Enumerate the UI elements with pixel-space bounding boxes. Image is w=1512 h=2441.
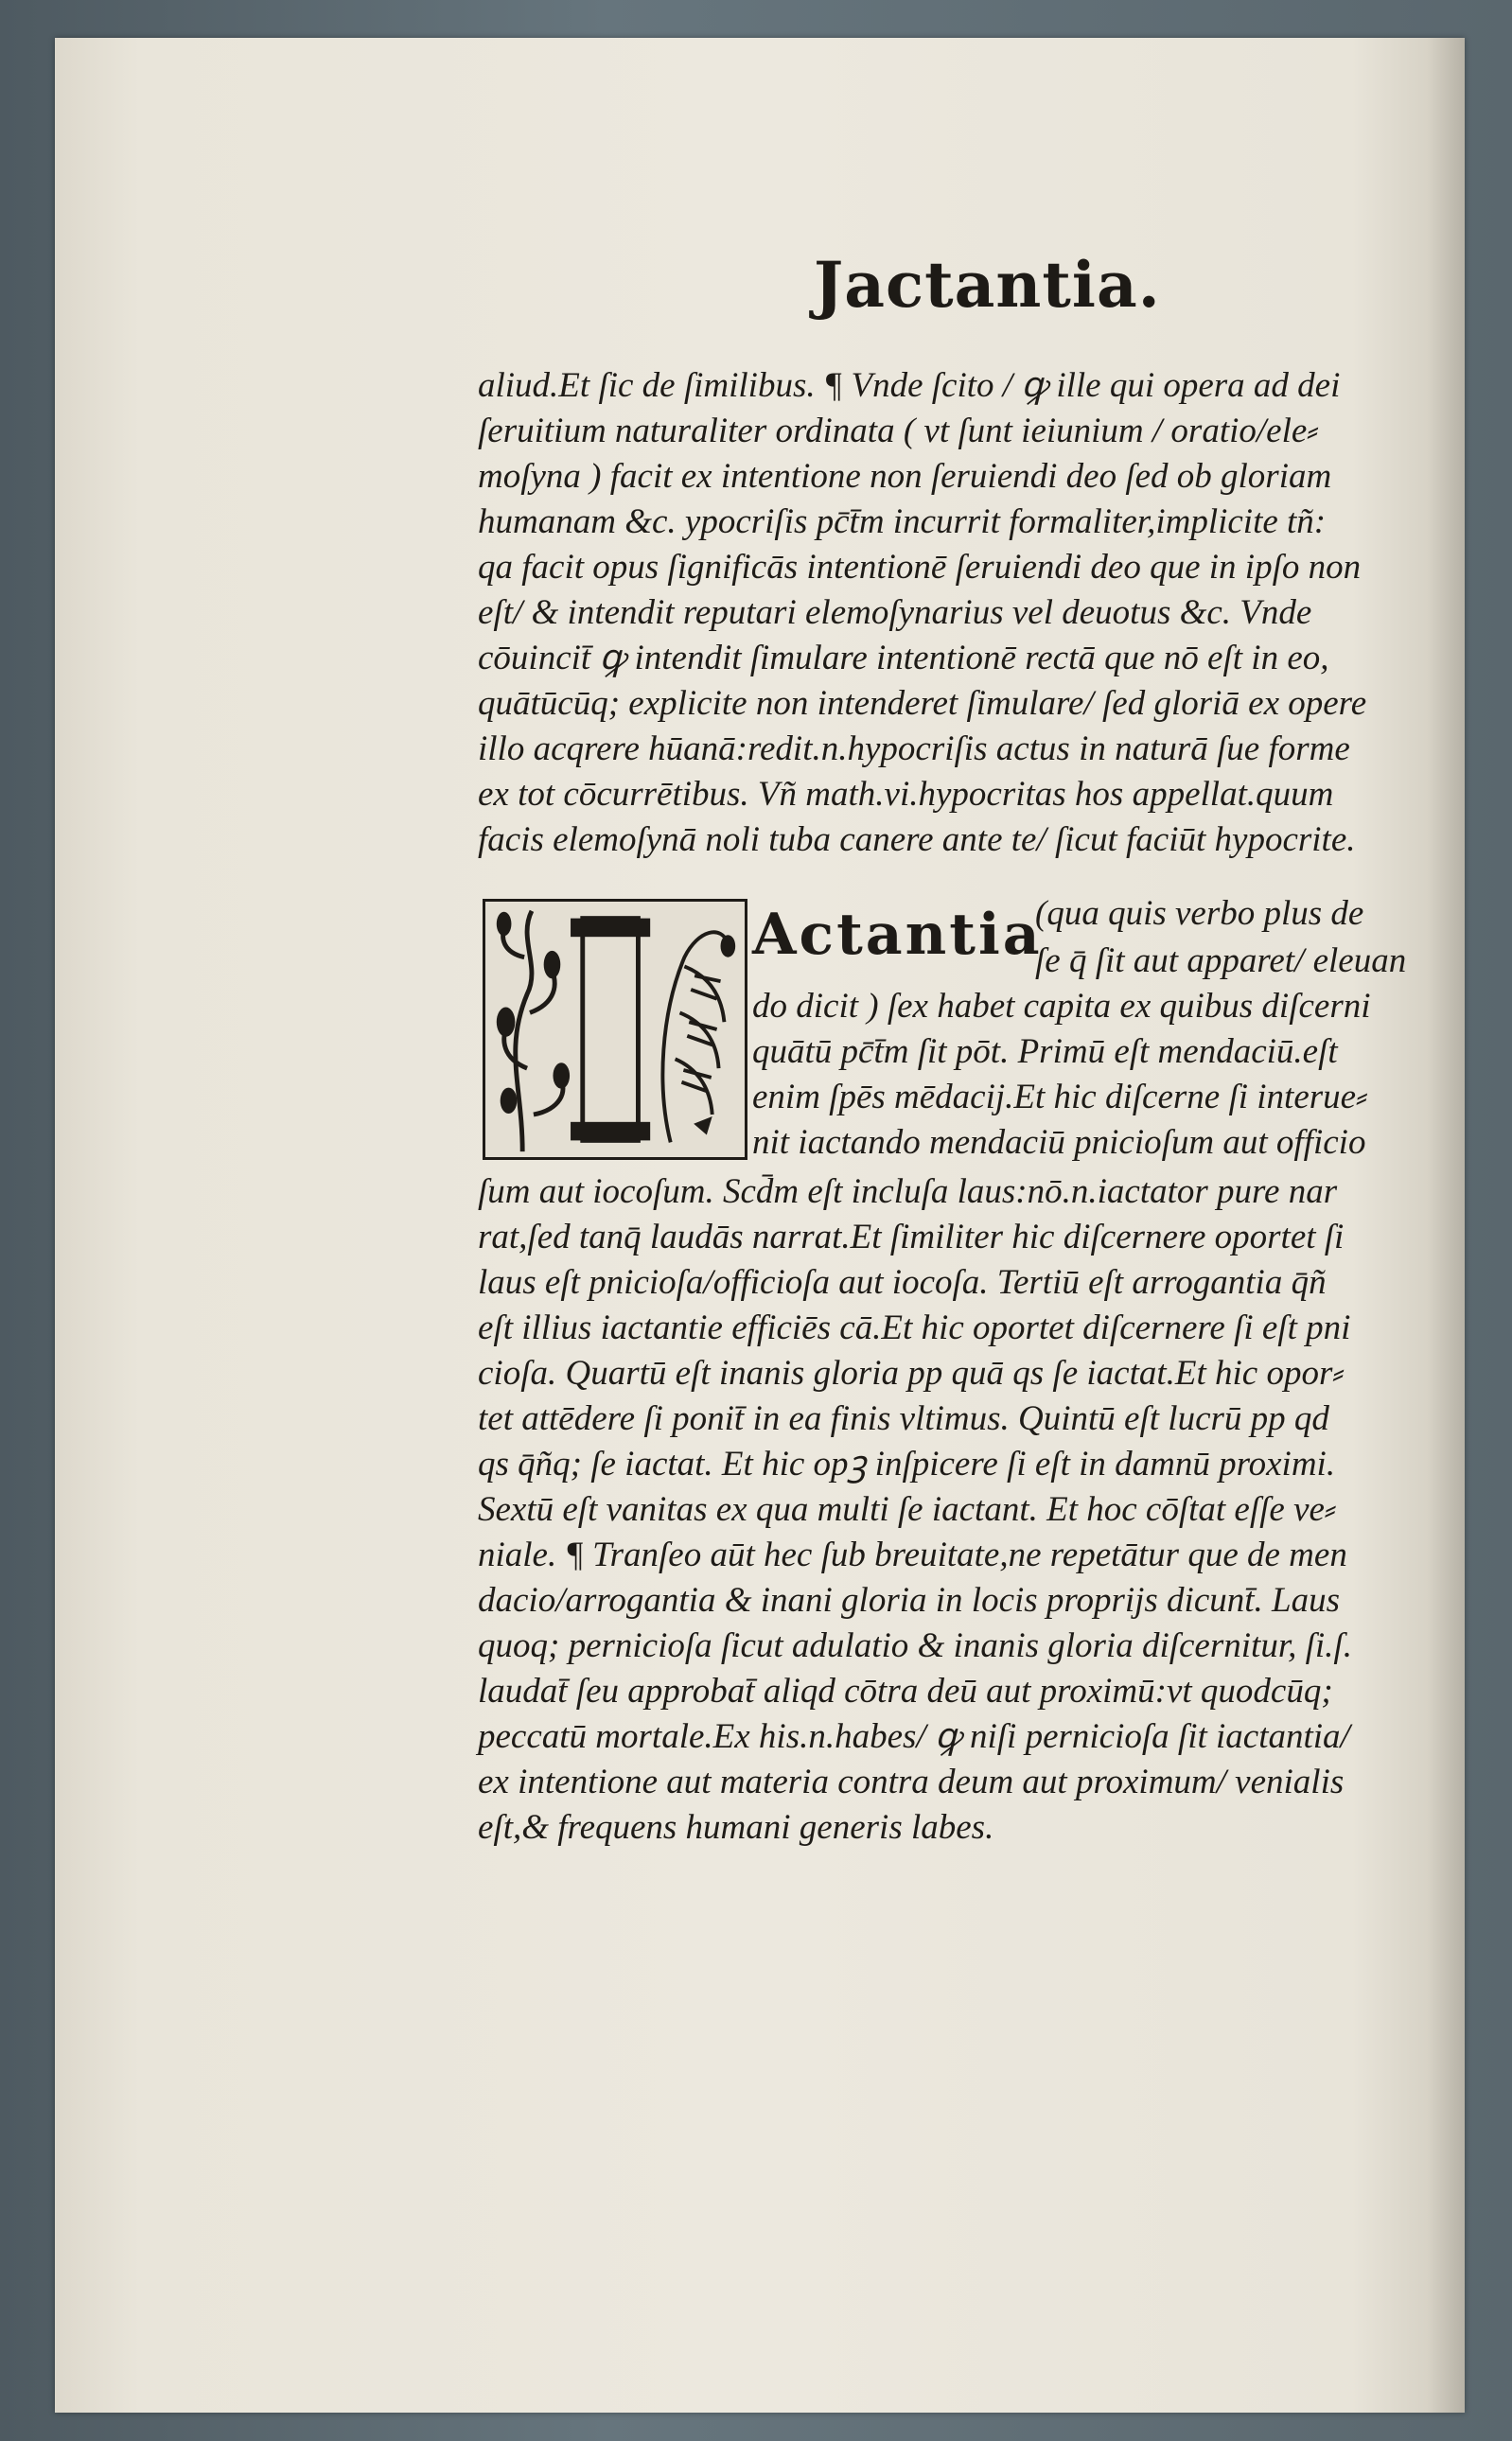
body-line: ſum aut iocoſum. Scd̄m eſt incluſa laus:nō.n.iactator pure nar [478, 1172, 1338, 1211]
body-line: ex tot cōcurrētibus. Vñ math.vi.hypocritas hos appellat.quum [478, 775, 1334, 814]
body-line: facis elemoſynā noli tuba canere ante te/ ſicut faciūt hypocrite. [478, 820, 1356, 859]
body-line: niale. ¶ Tranſeo aūt hec ſub breuitate,ne repetātur que de men [478, 1536, 1347, 1574]
body-line: cioſa. Quartū eſt inanis gloria pp quā qs ſe iactat.Et hic opor⸗ [478, 1354, 1345, 1393]
body-line: ex intentione aut materia contra deum aut proximum/ venialis [478, 1763, 1345, 1801]
body-line: moſyna ) facit ex intentione non ſeruiendi deo ſed ob gloriam [478, 457, 1332, 496]
body-line: eſt/ & intendit reputari elemoſynarius vel deuotus &c. Vnde [478, 593, 1312, 632]
body-line: quoq; pernicioſa ſicut adulatio & inanis gloria diſcernitur, ſi.ſ. [478, 1626, 1352, 1665]
body-line: laudat̄ ſeu approbat̄ aliqd cōtra deū aut proximū:vt quodcūq; [478, 1672, 1333, 1711]
body-line: quātū pc̄t̄m ſit pōt. Primū eſt mendaciū.eſt [752, 1032, 1338, 1071]
initial-letter-i [485, 902, 745, 1157]
body-line: illo acqrere hūanā:redit.n.hypocriſis actus in naturā ſue forme [478, 729, 1350, 768]
running-head: Jactantia. [814, 248, 1161, 322]
body-line: eſt illius iactantie efficiēs cā.Et hic oportet diſcernere ſi eſt pni [478, 1308, 1351, 1347]
body-line: rat,ſed tanq̄ laudās narrat.Et ſimiliter hic diſcernere oportet ſi [478, 1218, 1345, 1256]
section-heading: Actantia [752, 902, 1043, 968]
body-line: Sextū eſt vanitas ex qua multi ſe iactant. Et hoc cōſtat eſſe ve⸗ [478, 1490, 1337, 1529]
body-line: quātūcūq; explicite non intenderet ſimulare/ ſed gloriā ex opere [478, 684, 1367, 723]
section-heading-continuation: (qua quis verbo plus de [1035, 894, 1364, 933]
body-line: nit iactando mendaciū pnicioſum aut officio [752, 1123, 1366, 1162]
body-line: aliud.Et ſic de ſimilibus. ¶ Vnde ſcito / ꝙ ille qui opera ad dei [478, 366, 1341, 405]
body-line: laus eſt pnicioſa/officioſa aut iocoſa. Tertiū eſt arrogantia q̄ñ [478, 1263, 1327, 1302]
decorated-woodcut-initial-icon [483, 899, 747, 1160]
body-line: eſt,& frequens humani generis labes. [478, 1808, 994, 1847]
body-line: humanam &c. ypocriſis pc̄t̄m incurrit formaliter,implicite tñ: [478, 502, 1327, 541]
body-line: do dicit ) ſex habet capita ex quibus diſcerni [752, 987, 1371, 1026]
body-line: cōuincit̄ ꝙ intendit ſimulare intentionē rectā que nō eſt in eo, [478, 639, 1329, 677]
body-line: ſe q̄ ſit aut apparet/ eleuan [1035, 941, 1407, 980]
gutter-shade [1427, 38, 1465, 2413]
body-line: qa facit opus ſignificās intentionē ſeruiendi deo que in ipſo non [478, 548, 1362, 587]
body-line: peccatū mortale.Ex his.n.habes/ ꝙ niſi pernicioſa ſit iactantia/ [478, 1717, 1350, 1756]
body-line: dacio/arrogantia & inani gloria in locis proprijs dicunt̄. Laus [478, 1581, 1341, 1620]
body-line: ſeruitium naturaliter ordinata ( vt ſunt ieiunium / oratio/ele⸗ [478, 412, 1319, 450]
body-line: enim ſpēs mēdacij.Et hic diſcerne ſi interue⸗ [752, 1078, 1368, 1116]
body-line: tet attēdere ſi ponit̄ in ea finis vltimus. Quintū eſt lucrū pp qd [478, 1399, 1329, 1438]
body-line: qs q̄ñq; ſe iactat. Et hic opꝫ inſpicere ſi eſt in damnū proximi. [478, 1445, 1336, 1484]
